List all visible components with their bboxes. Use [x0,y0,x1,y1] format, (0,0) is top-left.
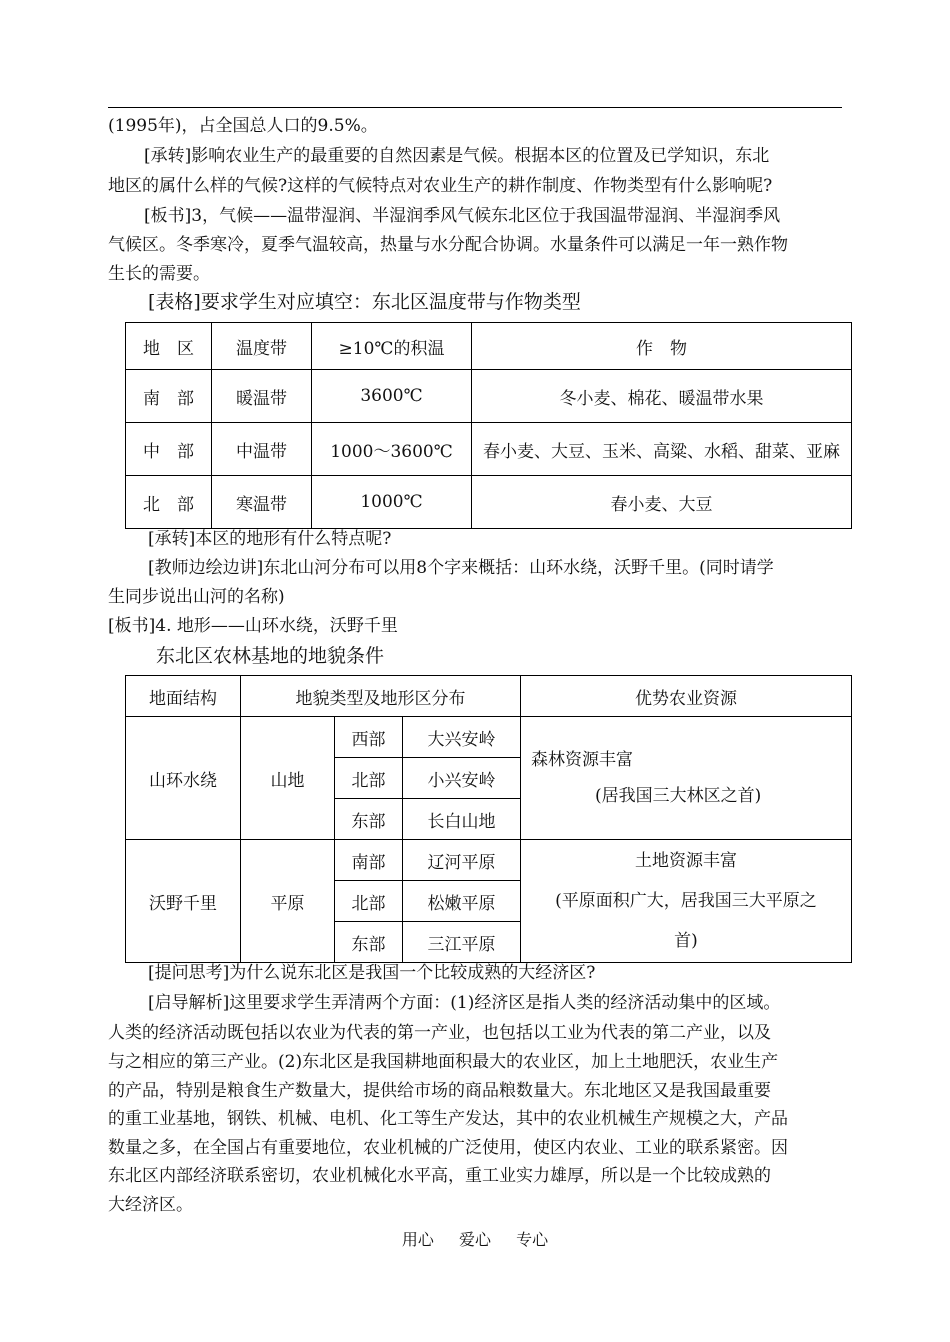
footer-text: 用心 [401,1230,434,1249]
table1-caption: [表格]要求学生对应填空：东北区温度带与作物类型 [148,291,581,313]
paragraph-analysis-l6: 数量之多，在全国占有重要地位，农业机械的广泛使用，使区内农业、工业的联系紧密。因 [108,1138,788,1158]
table-cell: 寒温带 [212,476,312,529]
footer-text: 专心 [516,1230,549,1249]
table1-header-cell: 地 区 [126,323,212,370]
paragraph-analysis-l4: 的产品，特别是粮食生产数量大，提供给市场的商品粮数量大。东北地区又是我国最重要 [108,1081,771,1101]
direction-cell: 西部 [335,717,403,758]
table2-caption: 东北区农林基地的地貌条件 [156,645,385,667]
table-cell: 中温带 [212,423,312,476]
page-footer [0,1230,950,1250]
table2-header-cell: 地面结构 [126,676,241,717]
table-cell: 北 部 [126,476,212,529]
paragraph-teacher-l1: [教师边绘边讲]东北山河分布可以用8个字来概括：山环水绕，沃野千里。(同时请学 [148,558,774,578]
table-row [126,370,852,423]
table2-header-row [126,676,852,717]
temperature-crop-table [125,322,852,529]
resource-line: (居我国三大林区之首) [595,786,762,806]
region-cell: 辽河平原 [403,840,521,881]
resource-line: 土地资源丰富 [635,851,737,871]
paragraph-analysis-l1: [启导解析]这里要求学生弄清两个方面：(1)经济区是指人类的经济活动集中的区域。 [148,993,781,1013]
paragraph-analysis-l5: 的重工业基地，钢铁、机械、电机、化工等生产发达，其中的农业机械生产规模之大，产品 [108,1109,788,1129]
table-cell: 春小麦、大豆、玉米、高粱、水稻、甜菜、亚麻 [472,423,852,476]
direction-cell: 东部 [335,799,403,840]
paragraph-board-climate-l2: 气候区。冬季寒冷，夏季气温较高，热量与水分配合协调。水量条件可以满足一年一熟作物 [108,235,788,255]
structure-cell: 沃野千里 [126,840,241,963]
direction-cell: 南部 [335,840,403,881]
resource-line: 首) [674,931,698,951]
structure-cell: 山环水绕 [126,717,241,840]
direction-cell: 东部 [335,922,403,963]
region-cell: 长白山地 [403,799,521,840]
table1-header-cell: 作 物 [472,323,852,370]
resource-cell [521,840,852,963]
paragraph-transition-terrain: [承转]本区的地形有什么特点呢? [148,529,392,549]
resource-cell [521,717,852,840]
table-row [126,717,852,758]
paragraph-board-climate-l1: [板书]3，气候——温带湿润、半湿润季风气候东北区位于我国温带湿润、半湿润季风 [144,206,781,226]
paragraph-teacher-l2: 生同步说出山河的名称) [108,587,285,607]
table1-header-cell: 温度带 [212,323,312,370]
paragraph-transition-climate-l1: [承转]影响农业生产的最重要的自然因素是气候。根据本区的位置及已学知识，东北 [144,146,770,166]
table1-header-row [126,323,852,370]
region-cell: 松嫩平原 [403,881,521,922]
resource-line: 森林资源丰富 [531,750,633,770]
paragraph-analysis-l8: 大经济区。 [108,1195,193,1215]
table2-header-cell: 优势农业资源 [521,676,852,717]
landform-type-cell: 山地 [241,717,335,840]
table-cell: 暖温带 [212,370,312,423]
paragraph-transition-climate-l2: 地区的属什么样的气候?这样的气候特点对农业生产的耕作制度、作物类型有什么影响呢? [108,176,773,196]
paragraph-board-terrain: [板书]4. 地形——山环水绕，沃野千里 [108,616,398,636]
table-row [126,476,852,529]
landform-table [125,675,852,963]
direction-cell: 北部 [335,758,403,799]
region-cell: 大兴安岭 [403,717,521,758]
table-row [126,423,852,476]
header-rule [108,107,842,108]
table1-header-cell: ≥10℃的积温 [312,323,472,370]
paragraph-board-climate-l3: 生长的需要。 [108,264,210,284]
paragraph-analysis-l2: 人类的经济活动既包括以农业为代表的第一产业，也包括以工业为代表的第二产业，以及 [108,1023,771,1043]
table2-header-cell: 地貌类型及地形区分布 [241,676,521,717]
table-cell: 1000～3600℃ [312,423,472,476]
table-cell: 中 部 [126,423,212,476]
table-cell: 3600℃ [312,370,472,423]
resource-line: (平原面积广大，居我国三大平原之 [555,891,817,911]
table-cell: 1000℃ [312,476,472,529]
direction-cell: 北部 [335,881,403,922]
paragraph-analysis-l7: 东北区内部经济联系密切，农业机械化水平高，重工业实力雄厚，所以是一个比较成熟的 [108,1166,771,1186]
landform-type-cell: 平原 [241,840,335,963]
region-cell: 小兴安岭 [403,758,521,799]
table-cell: 冬小麦、棉花、暖温带水果 [472,370,852,423]
paragraph-analysis-l3: 与之相应的第三产业。(2)东北区是我国耕地面积最大的农业区，加上土地肥沃，农业生产 [108,1052,779,1072]
paragraph-question: [提问思考]为什么说东北区是我国一个比较成熟的大经济区? [148,963,596,983]
table-cell: 南 部 [126,370,212,423]
footer-text: 爱心 [458,1230,491,1249]
table-row [126,840,852,881]
paragraph-population: (1995年)，占全国总人口的9.5%。 [108,116,378,136]
table-cell: 春小麦、大豆 [472,476,852,529]
region-cell: 三江平原 [403,922,521,963]
